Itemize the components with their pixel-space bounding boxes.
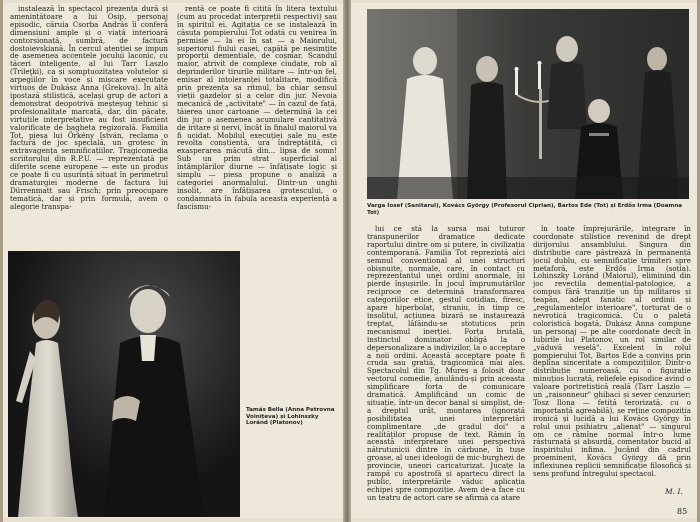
- right-page: [351, 3, 697, 518]
- left-column-1: [10, 5, 168, 250]
- right-column-2: [533, 225, 691, 487]
- left-photo-caption: Tamás Bella (Anna Petrovna Voinițeva) și Lohinszky Loránd (Platonov): [246, 407, 335, 427]
- right-photo-caption: Varga Iosef (Sanitarul), Kovács György (Profesorul Ciprian), Bartos Ede (Tot) și Erdős Irma (Doamna Tot): [367, 203, 683, 216]
- stage-photo-platonov: [8, 251, 240, 517]
- page-number: 85: [677, 507, 688, 516]
- article-text: rentă ce poate fi citită în litera textului (cum au procedat interpreții respectivi) sau în spiritul ei. Agitația ce se instalează în căsuța pompierului Tot odată cu venirea în permisie — la ei în sat — a Maiorului, superiorul fiului casei, capătă pe nesimțite proporții dementiale, de coșmar. Scandul maior, atrivit de complexe ciudate, rob al deprinderilor tirurile militare — într-un fel, emisar al intoleranței totalitare, modifică prin prezența sa ritmul, ba chiar sensul vieții gazdelor și a celor din jur. Nevoia mecanică de „activitate" — în cazul de față, tăierea unor cartoane — determină la cei din jur o asemenea acumulare cantitativă de iritare și nervi, încât în finalul maiorul va fi ucidat. Mobilul execuției sale nu este revolta conștientă, ura îndreptățită, ci exasperarea măcută din... lipsa de somn! Sub un prim strat superficial al întâmplărilor diurne — înfățișate logic și simplu — piesa propune o analiză a categoriei anormalului. Dintr-un unghi insolit, are înfățișarea grotescului, o condamnată în fabula aceasta experiență a fascismu-: [177, 5, 337, 211]
- article-text: lui ce stă la sursa mai tuturor transpunerilor dramatice dedicate raportului dintre om și putere, în civilizația contemporană. Familia Tot reprezintă aici semnul conventional al unei structuri obișnuite, normale, care, în contact cu reprezentantul unei ordini anormale, își pierde înșușirile. În jocul împrumutărilor reciproce ce determină transformarea categoriilor etice, gestul cotidian, firesc, apare hiperbolat, straniu, în timp ce insolitul, acțiunea bizară se instaurează treptat, lăfăindu-se stotuticos prin mecanismul inerției. Forța brutală, instinctul dominator obligă la o depersonalizare a indivizilor, la o acceptare a noii ordini. Această acceptare poate fi cruda sau gratiă, tragicomică mai ales. Spectacolul din Tg. Mureș a folosit doar vectorul comedie, anulându-și prin aceasta simplificare forța de comunicare dramatică. Amplificând un comic de situație, într-un decor banal și simplist, de-a dreptul urât, montarea (ignorată posibilitatea unei interpretări complimentare „de gradul doi" a realităților propuse de text. Rămin în această interpretare unei perspectivă nătrutunicii dintre în cărbune, în tușe groase, al unei ideologii de mic-burghezi de provincie, uneori caricaturizat. Jucate la rampă cu apostrofă și apartecu direct la public, interpretările văduc aplicația echipei spre compoziție. Avem de-a face cu un teatru de actori care se afirmă ca atare: [367, 225, 525, 502]
- photo-scene-illustration: [367, 9, 689, 199]
- left-column-2: [177, 5, 337, 250]
- left-page: [3, 3, 343, 518]
- author-signature: M. I.: [665, 487, 683, 496]
- binding-gutter: [343, 0, 351, 522]
- photo-scene-illustration: [8, 251, 240, 517]
- article-text: instalează în spectacol prezența dură și amenințătoare a lui Osip, personaj episodic, căruia Csorba András îi conferă dimensiuni ample și o viață interioară contorsionată, sumbră, de factură dostoievskiană. În cercul atenției se impun de asemenea accentele jocului laconic, cu tăceri inteligente, al lui Tarr Laszlo (Trileţki), ca și somptuozitatea volutelor și arpegiilor în voce și mișcare executate virtuos de Dukász Anna (Grekova). În altă ipostază stilistică, același grup de actori a demonstrat deopotrivă meșteșug tehnic și profesionalitate marcată, dar, din păcate, virtuțile interpretative au fost insuficient valorificate de bagheta regizorală. Familia Tot, piesa lui Örkény István, reclama o factură de joc specială, un grotesc în extravagența semnificațiilor. Tragicomedia scriitorului din R.P.U. — reprezentată pe diferite scene europene — este un produs ce poate fi cu ușurință situat în perimetrul dramaturgiei moderne de factura lui Dürrenmatt sau Frisch; prin preocupare tematică, dar și prin formulă, avem o alegorie transpa-: [10, 5, 168, 211]
- stage-photo-familia-tot: [367, 9, 689, 199]
- article-text: în toate împrejurările, integrare în coordonate stilistice revenind de drept dirijorului ansamblului. Singura din distribuție care păstrează în permanență jocul dublu, cu semnificație trimiteri spre metaforă, este Erdős Irma (soția). Lohinszky Loránd (Maiorul), eliminind din joc revectila demențial-patologice, a compus fără tranziție un tip militaros și țeapăn, adept fanatic al ordinii și „regulamentelor interioare", torturat de o nevrotică tragicomică. Cu o paletă coloristică bogată, Dukász Anna compune un personaj — pe alte coordonate decît în Iubirile lui Platonov, un rol similar de „văduvă veselă". Excelent în rolul pompierului Tot, Bartos Ede a convins prin deplina sinceritate a compozițiilor. Dintr-o distribuție numeroasă, cu o figurație minuțios lucrată, reliefele episodice avind o valoare portretistică reală (Tarr Laszlo — un „raisonneur" ghibaci și sever cenzurier; Tosz Ilona — fetiță terorizată, cu o importanță agreabilă), se reține compoziția ironică și lucidă a lui Kovács György în rolul unui psihiatru „alienat" — singurul om ce rămîne normal într-o lume răsturnată și absurdă, comentator bucid al înspiritului infima. Jucând din cadrul proeminent, Kovács György dă prin inflexiunea replicii semnificație filosofică și sens profund întregului spectacol.: [533, 225, 691, 479]
- right-column-1: [367, 225, 525, 515]
